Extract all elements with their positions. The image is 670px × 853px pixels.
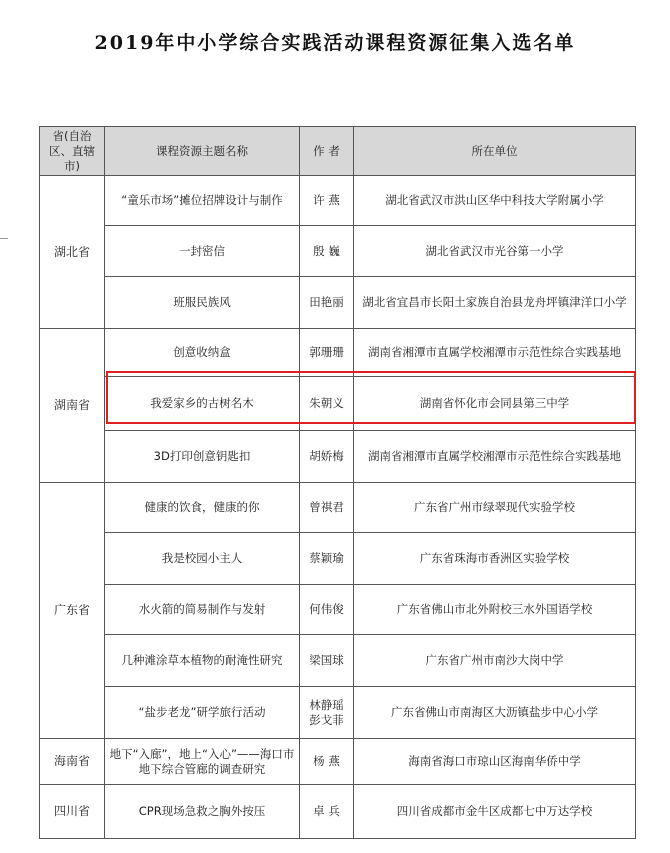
table-row bbox=[40, 329, 636, 377]
province-cell: 四川省 bbox=[40, 785, 105, 839]
author-cell: 许 燕 bbox=[300, 176, 354, 226]
unit-cell: 四川省成都市金牛区成都七中万达学校 bbox=[354, 785, 636, 839]
table-row bbox=[40, 785, 636, 839]
topic-cell: 水火箭的简易制作与发射 bbox=[105, 585, 300, 635]
topic-cell: 几种滩涂草本植物的耐淹性研究 bbox=[105, 635, 300, 687]
topic-cell: 班服民族风 bbox=[105, 277, 300, 329]
table-row bbox=[40, 483, 636, 533]
author-cell: 蔡颖瑜 bbox=[300, 533, 354, 585]
unit-cell: 湖北省武汉市洪山区华中科技大学附属小学 bbox=[354, 176, 636, 226]
province-cell: 湖北省 bbox=[40, 176, 105, 329]
author-cell: 梁国球 bbox=[300, 635, 354, 687]
table-row bbox=[40, 739, 636, 785]
unit-cell: 湖北省宜昌市长阳土家族自治县龙舟坪镇津洋口小学 bbox=[354, 277, 636, 329]
topic-cell: 我爱家乡的古树名木 bbox=[105, 377, 300, 431]
table-row bbox=[40, 176, 636, 226]
author-cell: 朱朝义 bbox=[300, 377, 354, 431]
header-author: 作 者 bbox=[300, 127, 354, 176]
author-cell: 何伟俊 bbox=[300, 585, 354, 635]
header-topic: 课程资源主题名称 bbox=[105, 127, 300, 176]
highlight-box bbox=[106, 371, 636, 424]
unit-cell: 广东省广州市南沙大岗中学 bbox=[354, 635, 636, 687]
unit-cell: 湖南省怀化市会同县第三中学 bbox=[354, 377, 636, 431]
topic-cell: “童乐市场”摊位招牌设计与制作 bbox=[105, 176, 300, 226]
author-cell: 卓 兵 bbox=[300, 785, 354, 839]
unit-cell: 广东省珠海市香洲区实验学校 bbox=[354, 533, 636, 585]
topic-cell: 健康的饮食，健康的你 bbox=[105, 483, 300, 533]
author-cell: 胡娇梅 bbox=[300, 431, 354, 483]
header-row bbox=[40, 127, 636, 176]
unit-cell: 湖南省湘潭市直属学校湘潭市示范性综合实践基地 bbox=[354, 329, 636, 377]
topic-cell: 3D打印创意钥匙扣 bbox=[105, 431, 300, 483]
unit-cell: 广东省佛山市南海区大沥镇盐步中心小学 bbox=[354, 687, 636, 739]
table-row bbox=[40, 687, 636, 739]
unit-cell: 湖北省武汉市光谷第一小学 bbox=[354, 226, 636, 277]
page-title: 2019年中小学综合实践活动课程资源征集入选名单 bbox=[94, 32, 576, 54]
author-cell: 杨 燕 bbox=[300, 739, 354, 785]
unit-cell: 海南省海口市琼山区海南华侨中学 bbox=[354, 739, 636, 785]
table-row bbox=[40, 431, 636, 483]
table-row bbox=[40, 533, 636, 585]
unit-cell: 广东省佛山市北外附校三水外国语学校 bbox=[354, 585, 636, 635]
topic-cell: “盐步老龙”研学旅行活动 bbox=[105, 687, 300, 739]
table-row bbox=[40, 277, 636, 329]
author-cell: 曾祺君 bbox=[300, 483, 354, 533]
topic-cell: CPR现场急救之胸外按压 bbox=[105, 785, 300, 839]
topic-cell: 一封密信 bbox=[105, 226, 300, 277]
header-unit: 所在单位 bbox=[354, 127, 636, 176]
selection-table bbox=[39, 126, 636, 839]
author-cell: 殷 巍 bbox=[300, 226, 354, 277]
edge-mark bbox=[0, 238, 8, 239]
unit-cell: 广东省广州市绿翠现代实验学校 bbox=[354, 483, 636, 533]
header-province: 省(自治区、直辖市) bbox=[40, 127, 105, 176]
table-row bbox=[40, 635, 636, 687]
author-cell: 田艳丽 bbox=[300, 277, 354, 329]
author-cell: 林静瑶 彭戈菲 bbox=[300, 687, 354, 739]
province-cell: 海南省 bbox=[40, 739, 105, 785]
topic-cell: 我是校园小主人 bbox=[105, 533, 300, 585]
table-row bbox=[40, 226, 636, 277]
topic-cell: 地下“入廊”，地上“入心”——海口市地下综合管廊的调查研究 bbox=[105, 739, 300, 785]
table-row bbox=[40, 585, 636, 635]
province-cell: 湖南省 bbox=[40, 329, 105, 483]
author-cell: 郭珊珊 bbox=[300, 329, 354, 377]
province-cell: 广东省 bbox=[40, 483, 105, 739]
unit-cell: 湖南省湘潭市直属学校湘潭市示范性综合实践基地 bbox=[354, 431, 636, 483]
topic-cell: 创意收纳盒 bbox=[105, 329, 300, 377]
